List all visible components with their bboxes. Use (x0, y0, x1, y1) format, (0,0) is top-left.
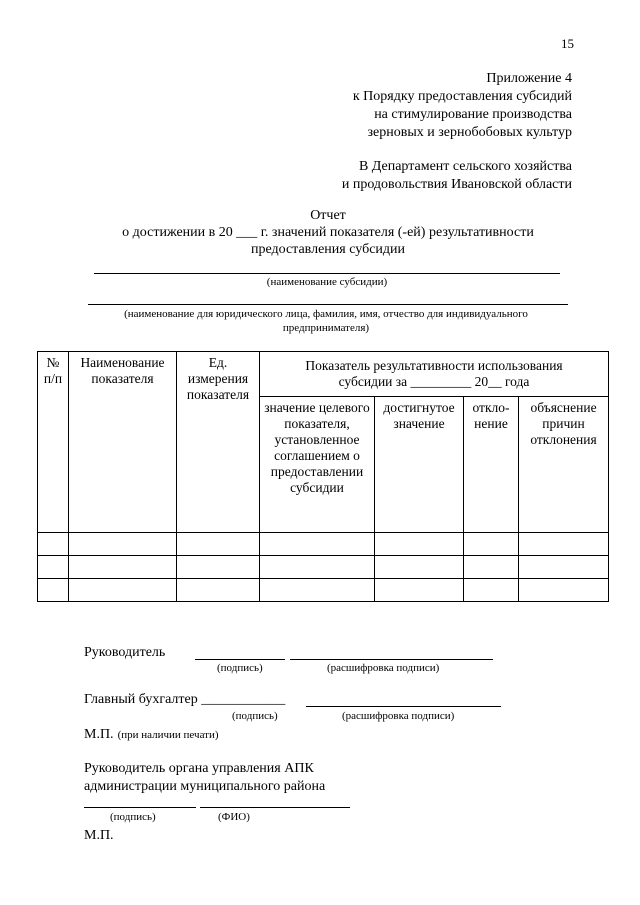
title-line-1: Отчет (310, 208, 346, 223)
table-row (38, 579, 609, 602)
table-cell[interactable] (464, 556, 519, 579)
accountant-sign-caption: (подпись) (232, 710, 278, 722)
report-table (37, 351, 609, 602)
table-cell[interactable] (38, 556, 69, 579)
table-cell[interactable] (375, 579, 464, 602)
table-cell[interactable] (464, 579, 519, 602)
addressee-line: В Департамент сельского хозяйства (358, 159, 572, 174)
head-sign-line[interactable] (195, 659, 285, 660)
page-number: 15 (561, 36, 574, 51)
title-line-2: о достижении в 20 ___ г. значений показателя (-ей) результативности (122, 225, 534, 240)
table-cell[interactable] (38, 533, 69, 556)
header-target-value: значение целевого показателя, установленное соглашением о предоставлении субсидии (260, 397, 375, 533)
table-row (38, 533, 609, 556)
table-cell[interactable] (519, 556, 609, 579)
table-cell[interactable] (69, 533, 177, 556)
head-sign-caption: (подпись) (217, 662, 263, 674)
table-cell[interactable] (375, 556, 464, 579)
table-cell[interactable] (69, 556, 177, 579)
header-indicator-name: Наименование показателя (69, 352, 177, 533)
stamp-line-1 (84, 725, 219, 743)
stamp-note: (при наличии печати) (117, 729, 219, 741)
addressee (252, 158, 572, 194)
stamp-label-2: М.П. (84, 828, 114, 843)
header-unit: Ед. измерения показателя (177, 352, 260, 533)
header-num: № п/п (38, 352, 69, 533)
apk-head-line-2: администрации муниципального района (84, 779, 326, 794)
apk-sign-line[interactable] (84, 807, 196, 808)
table-row (38, 556, 609, 579)
subsidy-name-line (94, 273, 560, 274)
table-cell[interactable] (260, 533, 375, 556)
table-cell[interactable] (464, 533, 519, 556)
table-cell[interactable] (260, 579, 375, 602)
apk-sign-caption: (подпись) (110, 811, 156, 823)
header-deviation: откло-нение (464, 397, 519, 533)
table-cell[interactable] (177, 533, 260, 556)
recipient-name-caption: (наименование для юридического лица, фамилия, имя, отчество для индивидуального предпринимателя) (124, 308, 528, 334)
apk-head-line-1: Руководитель органа управления АПК (84, 761, 314, 776)
accountant-decode-caption: (расшифровка подписи) (342, 710, 455, 722)
annex-line: зерновых и зернобобовых культур (367, 125, 572, 140)
head-decode-line[interactable] (290, 659, 493, 660)
annex-line: к Порядку предоставления субсидий (352, 89, 572, 104)
apk-fio-caption: (ФИО) (218, 811, 250, 823)
header-achieved-value: достигнутое значение (375, 397, 464, 533)
annex-line: Приложение 4 (486, 71, 572, 86)
accountant-decode-line[interactable] (306, 706, 501, 707)
annex-header (252, 70, 572, 142)
report-title (40, 207, 616, 258)
subsidy-name-caption: (наименование субсидии) (266, 276, 388, 288)
accountant-label: Главный бухгалтер ____________ (84, 692, 286, 707)
title-line-3: предоставления субсидии (250, 242, 406, 257)
table-cell[interactable] (375, 533, 464, 556)
recipient-name-line (88, 304, 568, 305)
table-cell[interactable] (177, 556, 260, 579)
table-cell[interactable] (519, 579, 609, 602)
header-indicator-group: Показатель результативности использования субсидии за _________ 20__ года (260, 352, 609, 397)
table-cell[interactable] (69, 579, 177, 602)
table-cell[interactable] (519, 533, 609, 556)
table-cell[interactable] (260, 556, 375, 579)
apk-fio-line[interactable] (200, 807, 350, 808)
head-decode-caption: (расшифровка подписи) (327, 662, 440, 674)
table-cell[interactable] (177, 579, 260, 602)
stamp-label: М.П. (84, 727, 114, 742)
addressee-line: и продовольствия Ивановской области (341, 177, 572, 192)
annex-line: на стимулирование производства (374, 107, 572, 122)
header-explanation: объяснение причин отклонения (519, 397, 609, 533)
table-cell[interactable] (38, 579, 69, 602)
head-label: Руководитель (84, 645, 166, 660)
